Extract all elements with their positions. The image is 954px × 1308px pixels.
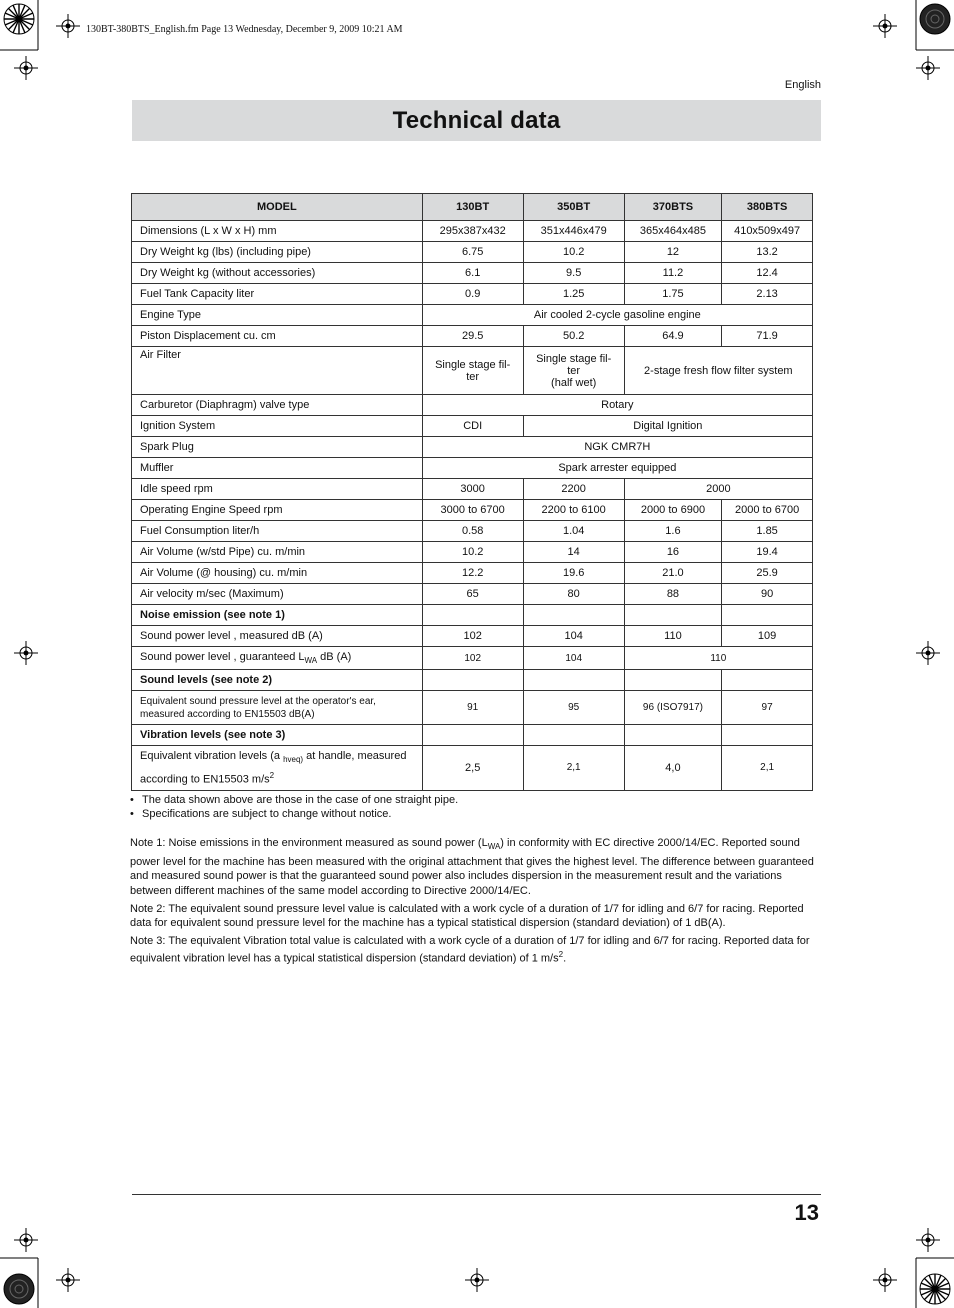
bullet-list — [130, 793, 458, 821]
cell-value: 16 — [624, 542, 722, 563]
row-label: Ignition System — [132, 416, 423, 437]
label-text: at handle, measured according to EN15503 m/s — [140, 750, 407, 786]
table-row — [132, 284, 813, 305]
cell-text: Single stage fil-ter — [536, 352, 612, 377]
label-text: dB (A) — [317, 650, 352, 663]
header-130bt: 130BT — [422, 194, 523, 221]
table-row — [132, 347, 813, 395]
cell-value: 19.6 — [523, 563, 624, 584]
cell-value — [422, 347, 523, 395]
cell-value: 91 — [422, 691, 523, 725]
cell-value: 12.2 — [422, 563, 523, 584]
row-label: Engine Type — [132, 305, 423, 326]
cell-value: 14 — [523, 542, 624, 563]
empty-cell — [624, 725, 722, 746]
cell-value: CDI — [422, 416, 523, 437]
note-3 — [130, 934, 822, 967]
table-section-row — [132, 670, 813, 691]
crosshair-registration-mark-icon — [916, 641, 940, 665]
row-label: Fuel Tank Capacity liter — [132, 284, 423, 305]
crosshair-registration-mark-icon — [873, 14, 897, 38]
row-label: Muffler — [132, 458, 423, 479]
note-2: Note 2: The equivalent sound pressure level value is calculated with a work cycle of a duration of 1/7 for idling and 6/7 for racing. Reported data for equivalent sound pressure level for the machine has a typical statistical dispersion (standard deviation) of 1 dB(A). — [130, 902, 804, 930]
cell-value: 9.5 — [523, 263, 624, 284]
cell-value: 13.2 — [722, 242, 813, 263]
label-subscript: hveq) — [283, 755, 304, 765]
language-label: English — [784, 79, 821, 91]
cell-value: 10.2 — [422, 542, 523, 563]
label-text: Equivalent vibration levels (a — [140, 750, 284, 762]
table-row — [132, 263, 813, 284]
crosshair-registration-mark-icon — [14, 1228, 38, 1252]
empty-cell — [422, 605, 523, 626]
cell-value: 2,5 — [422, 746, 523, 791]
table-row — [132, 626, 813, 647]
cell-value: 365x464x485 — [624, 221, 722, 242]
crosshair-registration-mark-icon — [56, 14, 80, 38]
empty-cell — [422, 670, 523, 691]
cell-value: 102 — [422, 626, 523, 647]
starburst-registration-target-icon — [2, 2, 36, 36]
label-text: Sound power level , guaranteed L — [140, 650, 305, 663]
table-row — [132, 500, 813, 521]
cell-value: 2000 to 6700 — [722, 500, 813, 521]
cell-value: 6.1 — [422, 263, 523, 284]
starburst-registration-target-icon — [918, 2, 952, 36]
cell-value: 21.0 — [624, 563, 722, 584]
footer-divider — [132, 1194, 821, 1195]
cell-value: 71.9 — [722, 326, 813, 347]
table-row — [132, 521, 813, 542]
cell-value: 3000 — [422, 479, 523, 500]
crosshair-registration-mark-icon — [56, 1268, 80, 1292]
empty-cell — [722, 725, 813, 746]
cell-value: Rotary — [422, 395, 812, 416]
table-row — [132, 305, 813, 326]
file-info-header: 130BT-380BTS_English.fm Page 13 Wednesday, December 9, 2009 10:21 AM — [86, 24, 403, 35]
header-350bt: 350BT — [523, 194, 624, 221]
row-label: Air velocity m/sec (Maximum) — [132, 584, 423, 605]
empty-cell — [523, 605, 624, 626]
cell-value: 295x387x432 — [422, 221, 523, 242]
cell-value: 97 — [722, 691, 813, 725]
table-row — [132, 458, 813, 479]
table-row — [132, 221, 813, 242]
row-label: Fuel Consumption liter/h — [132, 521, 423, 542]
table-row — [132, 542, 813, 563]
cell-value: Digital Ignition — [523, 416, 812, 437]
title-band — [132, 100, 821, 141]
cell-value: 10.2 — [523, 242, 624, 263]
row-label: Spark Plug — [132, 437, 423, 458]
table-row — [132, 563, 813, 584]
cell-value: 2000 to 6900 — [624, 500, 722, 521]
table-row — [132, 479, 813, 500]
cell-value: 104 — [523, 647, 624, 670]
row-label: Air Volume (@ housing) cu. m/min — [132, 563, 423, 584]
cell-value: 11.2 — [624, 263, 722, 284]
row-label: Air Volume (w/std Pipe) cu. m/min — [132, 542, 423, 563]
empty-cell — [722, 670, 813, 691]
section-label: Vibration levels (see note 3) — [132, 725, 423, 746]
table-section-row — [132, 725, 813, 746]
empty-cell — [624, 670, 722, 691]
cell-value: 12.4 — [722, 263, 813, 284]
row-label: Dry Weight kg (lbs) (including pipe) — [132, 242, 423, 263]
cell-value: 12 — [624, 242, 722, 263]
cell-value: 2200 — [523, 479, 624, 500]
table-row — [132, 416, 813, 437]
cell-value: Air cooled 2-cycle gasoline engine — [422, 305, 812, 326]
cell-value: 80 — [523, 584, 624, 605]
cell-value: 90 — [722, 584, 813, 605]
cell-value: 50.2 — [523, 326, 624, 347]
technical-data-table — [131, 193, 813, 791]
note-text: . — [563, 953, 567, 965]
empty-cell — [722, 605, 813, 626]
page-title: Technical data — [392, 107, 561, 134]
cell-value: 25.9 — [722, 563, 813, 584]
cell-value: 95 — [523, 691, 624, 725]
cell-value: 1.04 — [523, 521, 624, 542]
cell-text: Single stage fil-ter — [435, 358, 511, 383]
table-row — [132, 691, 813, 725]
row-label — [132, 647, 423, 670]
cell-value: 110 — [624, 647, 812, 670]
table-row — [132, 746, 813, 791]
cell-value: 2.13 — [722, 284, 813, 305]
row-label: Dimensions (L x W x H) mm — [132, 221, 423, 242]
empty-cell — [624, 605, 722, 626]
row-label: Piston Displacement cu. cm — [132, 326, 423, 347]
table-row — [132, 437, 813, 458]
label-subscript: WA — [304, 656, 318, 666]
cell-value — [523, 347, 624, 395]
crosshair-registration-mark-icon — [14, 56, 38, 80]
cell-value: 64.9 — [624, 326, 722, 347]
cell-value: Spark arrester equipped — [422, 458, 812, 479]
row-label: Sound power level , measured dB (A) — [132, 626, 423, 647]
row-label: Operating Engine Speed rpm — [132, 500, 423, 521]
table-row — [132, 395, 813, 416]
list-item: • The data shown above are those in the case of one straight pipe. — [130, 793, 458, 807]
list-item: • Specifications are subject to change without notice. — [130, 807, 458, 821]
cell-value: 3000 to 6700 — [422, 500, 523, 521]
cell-value: 6.75 — [422, 242, 523, 263]
label-superscript: 2 — [269, 771, 275, 781]
crosshair-registration-mark-icon — [14, 641, 38, 665]
cell-value: 1.6 — [624, 521, 722, 542]
cell-value: 1.25 — [523, 284, 624, 305]
cell-value: 1.75 — [624, 284, 722, 305]
cell-value: 410x509x497 — [722, 221, 813, 242]
row-label: Air Filter — [132, 347, 423, 395]
crosshair-registration-mark-icon — [465, 1268, 489, 1292]
cell-value: 29.5 — [422, 326, 523, 347]
cell-value: 2,1 — [722, 746, 813, 791]
note-subscript: WA — [487, 842, 501, 852]
note-text: Note 1: Noise emissions in the environment measured as sound power (L — [130, 837, 488, 849]
cell-text: (half wet) — [551, 376, 597, 389]
cell-value: NGK CMR7H — [422, 437, 812, 458]
cell-value: 109 — [722, 626, 813, 647]
crosshair-registration-mark-icon — [916, 1228, 940, 1252]
section-label: Sound levels (see note 2) — [132, 670, 423, 691]
starburst-registration-target-icon — [918, 1272, 952, 1306]
note-superscript: 2 — [558, 950, 564, 960]
empty-cell — [422, 725, 523, 746]
note-text: ) in conformity with EC directive 2000/14/EC. Reported sound power level for the machine has been measured with the original attachment that gives the highest level. The difference between guaranteed and measured sound power is that the guaranteed sound power also includes dispersion in the measurement result and the variations between different machines of the same model according to Directive 2000/14/EC. — [130, 837, 814, 897]
note-text: Note 3: The equivalent Vibration total value is calculated with a work cycle of a duration of 1/7 for idling and 6/7 for racing. Reported data for equivalent vibration level has a typical statistical dispersion (standard deviation) of 1 m/s — [130, 934, 810, 965]
row-label: Idle speed rpm — [132, 479, 423, 500]
header-model: MODEL — [132, 194, 423, 221]
crosshair-registration-mark-icon — [916, 56, 940, 80]
empty-cell — [523, 725, 624, 746]
cell-value: 102 — [422, 647, 523, 670]
cell-value: 0.58 — [422, 521, 523, 542]
cell-value: 88 — [624, 584, 722, 605]
row-label: Dry Weight kg (without accessories) — [132, 263, 423, 284]
cell-value: 1.85 — [722, 521, 813, 542]
header-370bts: 370BTS — [624, 194, 722, 221]
cell-value: 2,1 — [523, 746, 624, 791]
cell-value: 96 (ISO7917) — [624, 691, 722, 725]
row-label: Carburetor (Diaphragm) valve type — [132, 395, 423, 416]
cell-value: 65 — [422, 584, 523, 605]
starburst-registration-target-icon — [2, 1272, 36, 1306]
section-label: Noise emission (see note 1) — [132, 605, 423, 626]
table-row — [132, 326, 813, 347]
row-label — [132, 746, 423, 791]
cell-value: 0.9 — [422, 284, 523, 305]
cell-value: 2-stage fresh flow filter system — [624, 347, 812, 395]
crosshair-registration-mark-icon — [873, 1268, 897, 1292]
table-row — [132, 647, 813, 670]
row-label: Equivalent sound pressure level at the operator's ear, measured according to EN15503 dB(A) — [132, 691, 423, 725]
cell-value: 4,0 — [624, 746, 722, 791]
notes-section — [130, 836, 822, 970]
table-section-row — [132, 605, 813, 626]
cell-value: 110 — [624, 626, 722, 647]
note-1 — [130, 836, 822, 899]
header-380bts: 380BTS — [722, 194, 813, 221]
cell-value: 19.4 — [722, 542, 813, 563]
table-row — [132, 242, 813, 263]
cell-value: 351x446x479 — [523, 221, 624, 242]
cell-value: 2200 to 6100 — [523, 500, 624, 521]
page-number: 13 — [794, 1200, 819, 1225]
table-row — [132, 584, 813, 605]
empty-cell — [523, 670, 624, 691]
table-header-row — [132, 194, 813, 221]
cell-value: 2000 — [624, 479, 812, 500]
cell-value: 104 — [523, 626, 624, 647]
